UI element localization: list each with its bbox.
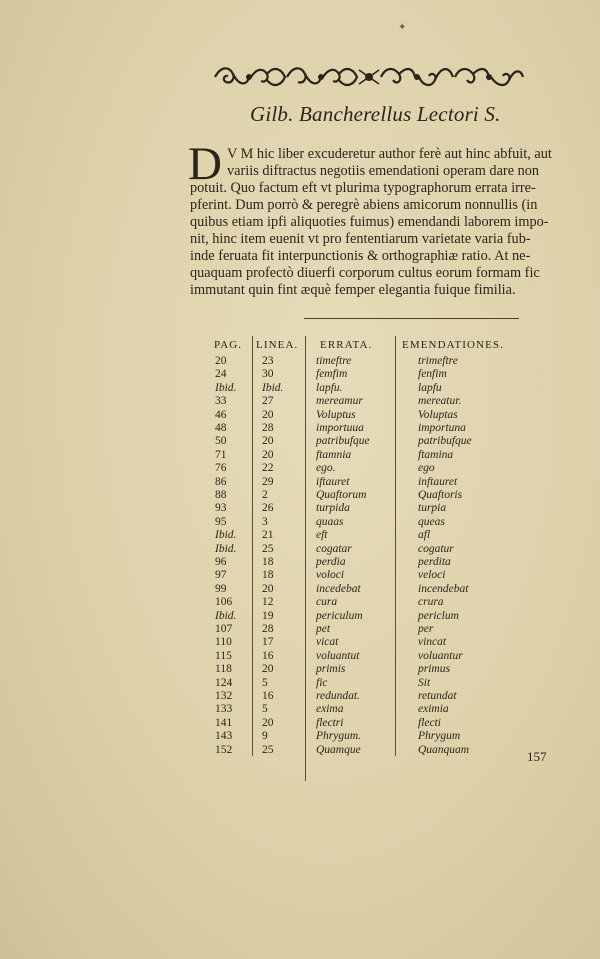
- row-errata-cell: flectri: [316, 716, 344, 729]
- paragraph-line: V M hic liber excuderetur author ferè aut hinc abfuit, aut: [227, 146, 552, 162]
- paragraph-line: potuit. Quo factum eft vt plurima typographorum errata irre-: [190, 180, 536, 196]
- row-page-cell: 76: [215, 462, 227, 475]
- column-header-errata: ERRATA.: [320, 339, 373, 351]
- paragraph-line: quibus etiam ipfi aliquoties fuimus) emendandi laborem impo-: [190, 214, 549, 230]
- row-emendation-cell: turpia: [418, 502, 447, 515]
- row-page-cell: 50: [215, 435, 227, 448]
- row-page-cell: Ibid.: [215, 542, 237, 555]
- paragraph-line: variis diftractus negotiis emendationi operam dare non: [227, 163, 540, 179]
- row-page-cell: 46: [215, 408, 227, 421]
- paragraph-line: pferint. Dum porrò & peregrè abiens amicorum nonnullis (in: [190, 197, 538, 213]
- row-emendation-cell: afl: [418, 529, 431, 542]
- row-emendation-cell: Quaftoris: [418, 489, 463, 501]
- row-errata-cell: turpida: [316, 502, 350, 515]
- row-emendation-cell: Sit: [418, 676, 431, 689]
- row-line-cell: 17: [262, 636, 274, 649]
- row-line-cell: 9: [262, 730, 268, 743]
- row-page-cell: 107: [215, 623, 233, 635]
- row-page-cell: 20: [215, 355, 227, 367]
- row-emendation-cell: inftauret: [418, 475, 458, 488]
- row-page-cell: 48: [215, 422, 227, 434]
- row-errata-cell: redundat.: [316, 690, 360, 702]
- row-emendation-cell: mereatur.: [418, 395, 462, 408]
- row-page-cell: Ibid.: [215, 609, 237, 622]
- row-line-cell: 3: [262, 515, 268, 528]
- row-emendation-cell: incendebat: [418, 582, 469, 595]
- row-emendation-cell: vincat: [418, 636, 447, 649]
- row-errata-cell: periculum: [316, 609, 363, 622]
- row-emendation-cell: per: [418, 623, 434, 635]
- row-line-cell: 20: [262, 408, 274, 421]
- row-errata-cell: Quamque: [316, 743, 361, 756]
- row-line-cell: 28: [262, 623, 274, 635]
- row-errata-cell: lapfu.: [316, 381, 343, 394]
- row-emendation-cell: importuna: [418, 422, 466, 434]
- row-emendation-cell: Quanquam: [418, 743, 470, 756]
- row-page-cell: 110: [215, 636, 232, 649]
- row-emendation-cell: retundat: [418, 690, 457, 702]
- row-line-cell: 16: [262, 649, 274, 662]
- row-errata-cell: eft: [316, 529, 328, 542]
- row-errata-cell: fic: [316, 676, 328, 689]
- row-errata-cell: patribufque: [316, 435, 370, 448]
- row-errata-cell: ego.: [316, 462, 336, 475]
- row-emendation-cell: ego: [418, 462, 435, 475]
- row-page-cell: 115: [215, 649, 232, 662]
- row-page-cell: 97: [215, 569, 227, 582]
- row-line-cell: 18: [262, 569, 274, 582]
- column-header-line: LINEA.: [256, 339, 299, 351]
- row-errata-cell: exima: [316, 703, 344, 716]
- paragraph-line: quaquam profectò diuerfi corporum cultus eorum formam fic: [190, 265, 540, 281]
- row-line-cell: 20: [262, 716, 274, 729]
- row-page-cell: 152: [215, 743, 233, 756]
- table-row: [0, 744, 600, 762]
- row-page-cell: 88: [215, 489, 227, 501]
- row-emendation-cell: veloci: [418, 569, 446, 582]
- row-page-cell: 141: [215, 716, 233, 729]
- row-line-cell: 20: [262, 582, 274, 595]
- row-page-cell: 93: [215, 502, 227, 515]
- row-line-cell: 2: [262, 489, 268, 501]
- row-emendation-cell: periclum: [418, 609, 459, 622]
- row-errata-cell: Quaftorum: [316, 489, 367, 501]
- row-errata-cell: ftamnia: [316, 448, 352, 461]
- page-number: 157: [527, 749, 547, 764]
- row-page-cell: 95: [215, 515, 227, 528]
- row-line-cell: 19: [262, 609, 274, 622]
- row-line-cell: 20: [262, 663, 274, 676]
- row-page-cell: 133: [215, 703, 233, 716]
- row-line-cell: 28: [262, 422, 274, 434]
- row-errata-cell: cura: [316, 596, 338, 609]
- row-page-cell: 24: [215, 368, 227, 381]
- row-errata-cell: voloci: [316, 569, 345, 582]
- row-emendation-cell: patribufque: [418, 435, 472, 448]
- row-line-cell: 29: [262, 475, 274, 488]
- row-page-cell: 143: [215, 730, 233, 743]
- row-page-cell: 96: [215, 556, 227, 568]
- row-line-cell: 25: [262, 542, 274, 555]
- row-errata-cell: iftauret: [316, 475, 350, 488]
- row-line-cell: 5: [262, 703, 268, 716]
- row-emendation-cell: eximia: [418, 703, 449, 716]
- column-header-emendationes: EMENDATIONES.: [402, 339, 504, 351]
- decorative-ornament-band: [213, 62, 525, 92]
- row-page-cell: Ibid.: [215, 529, 237, 542]
- row-line-cell: 16: [262, 690, 274, 702]
- section-rule: [304, 318, 519, 319]
- paragraph-line: immutant quin fint æquè femper elegantia fuique fimilia.: [190, 282, 516, 298]
- row-errata-cell: femfim: [316, 368, 348, 381]
- row-emendation-cell: trimeftre: [418, 355, 458, 367]
- row-page-cell: 106: [215, 596, 233, 609]
- row-errata-cell: voluantut: [316, 649, 360, 662]
- row-page-cell: 118: [215, 663, 232, 676]
- row-errata-cell: Phrygum.: [316, 730, 362, 743]
- row-line-cell: 25: [262, 743, 274, 756]
- row-errata-cell: mereamur: [316, 395, 363, 408]
- paragraph-line: inde feruata fit interpunctionis & orthographiæ ratio. At ne-: [190, 248, 531, 264]
- row-emendation-cell: primus: [418, 663, 450, 676]
- row-errata-cell: importuua: [316, 422, 364, 434]
- row-line-cell: 20: [262, 435, 274, 448]
- row-errata-cell: quaas: [316, 515, 344, 528]
- row-line-cell: 18: [262, 556, 274, 568]
- row-line-cell: 26: [262, 502, 274, 515]
- row-emendation-cell: perdita: [418, 556, 451, 568]
- row-emendation-cell: flecti: [418, 716, 441, 729]
- row-line-cell: 20: [262, 448, 274, 461]
- row-errata-cell: incedebat: [316, 582, 361, 595]
- row-page-cell: 132: [215, 690, 233, 702]
- row-emendation-cell: lapfu: [418, 381, 442, 394]
- row-line-cell: 21: [262, 529, 274, 542]
- row-emendation-cell: Phrygum: [418, 730, 461, 743]
- row-errata-cell: Voluptus: [316, 408, 356, 421]
- page-mark: ✦: [398, 22, 407, 33]
- row-errata-cell: cogatar: [316, 542, 352, 555]
- row-emendation-cell: cogatur: [418, 542, 454, 555]
- row-line-cell: Ibid.: [262, 381, 284, 394]
- row-page-cell: 86: [215, 475, 227, 488]
- row-page-cell: 99: [215, 582, 227, 595]
- row-page-cell: Ibid.: [215, 381, 237, 394]
- row-page-cell: 124: [215, 676, 233, 689]
- row-errata-cell: timeftre: [316, 355, 352, 367]
- row-emendation-cell: ftamina: [418, 448, 454, 461]
- row-errata-cell: perdia: [316, 556, 346, 568]
- row-line-cell: 23: [262, 355, 274, 367]
- row-errata-cell: vicat: [316, 636, 339, 649]
- row-page-cell: 71: [215, 448, 227, 461]
- row-errata-cell: pet: [316, 623, 331, 635]
- paragraph-line: nit, hinc item euenit vt pro fententiarum varietate varia fub-: [190, 231, 531, 247]
- page-heading: Gilb. Bancherellus Lectori S.: [250, 102, 501, 126]
- row-emendation-cell: queas: [418, 515, 445, 528]
- row-emendation-cell: Voluptas: [418, 408, 458, 421]
- row-emendation-cell: crura: [418, 596, 444, 609]
- row-emendation-cell: voluantur: [418, 649, 463, 662]
- row-errata-cell: primis: [316, 663, 346, 676]
- row-page-cell: 33: [215, 395, 227, 408]
- row-line-cell: 30: [262, 368, 274, 381]
- row-emendation-cell: fenfim: [418, 368, 447, 381]
- row-line-cell: 12: [262, 596, 274, 609]
- row-line-cell: 22: [262, 462, 274, 475]
- column-header-page: PAG.: [214, 339, 243, 351]
- row-line-cell: 5: [262, 676, 268, 689]
- row-line-cell: 27: [262, 395, 274, 408]
- drop-cap: D: [188, 138, 222, 190]
